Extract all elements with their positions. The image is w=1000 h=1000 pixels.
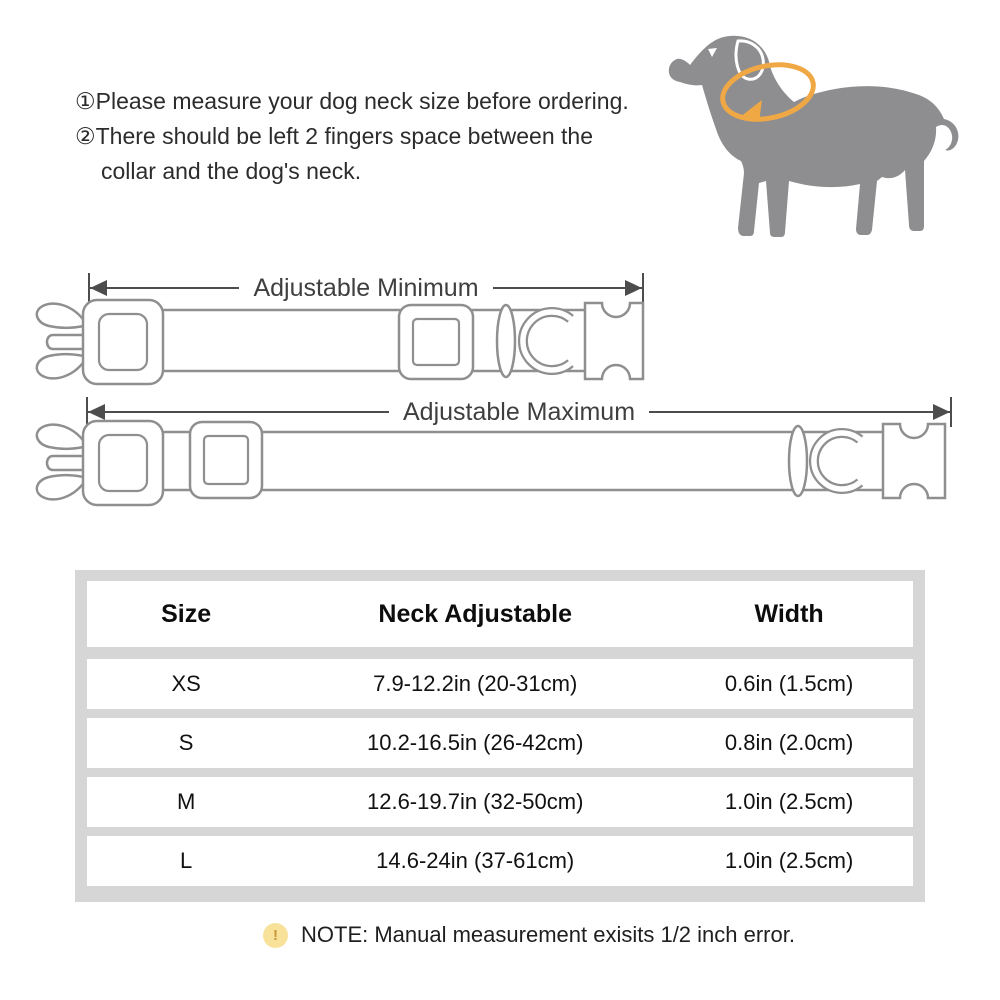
header-size: Size — [161, 599, 212, 628]
measurement-note — [263, 922, 795, 948]
strap-keeper — [789, 426, 807, 496]
cell-neck: 12.6-19.7in (32-50cm) — [366, 789, 584, 814]
cell-width: 1.0in (2.5cm) — [724, 848, 854, 873]
dog-silhouette-icon — [658, 15, 963, 245]
table-row — [87, 777, 913, 827]
buckle-prong-top — [37, 425, 87, 449]
buckle-prong-bottom — [37, 475, 87, 499]
instruction-line-1: ①Please measure your dog neck size before ordering. — [75, 88, 629, 114]
buckle-male-body — [83, 421, 163, 505]
size-table — [75, 570, 925, 902]
adjustable-minimum-label: Adjustable Minimum — [253, 273, 479, 302]
note-text: NOTE: Manual measurement exisits 1/2 inch error. — [301, 922, 795, 947]
cell-neck: 10.2-16.5in (26-42cm) — [366, 730, 584, 755]
measuring-instructions — [75, 84, 629, 189]
strap-keeper — [497, 305, 515, 377]
buckle-prong-middle — [47, 456, 87, 470]
buckle-prong-top — [37, 304, 87, 328]
cell-neck: 14.6-24in (37-61cm) — [376, 848, 575, 873]
collar-minimum-diagram — [25, 293, 647, 391]
collar-maximum-diagram — [25, 412, 955, 510]
cell-width: 0.8in (2.0cm) — [724, 730, 854, 755]
table-row — [87, 836, 913, 886]
arrow-line-left — [90, 287, 239, 289]
buckle-prong-bottom — [37, 354, 87, 378]
cell-width: 1.0in (2.5cm) — [724, 789, 854, 814]
instruction-line-2: ②There should be left 2 fingers space between the — [75, 123, 593, 149]
buckle-male-body — [83, 300, 163, 384]
exclamation-icon: ! — [263, 923, 288, 948]
cell-size: S — [178, 730, 194, 755]
dog-body — [669, 36, 959, 237]
cell-neck: 7.9-12.2in (20-31cm) — [373, 671, 578, 696]
buckle-female-body — [883, 424, 945, 498]
table-row — [87, 659, 913, 709]
cell-size: M — [176, 789, 196, 814]
arrow-line-right — [493, 287, 642, 289]
cell-width: 0.6in (1.5cm) — [724, 671, 854, 696]
buckle-female-body — [585, 303, 643, 379]
instruction-line-3: collar and the dog's neck. — [101, 158, 362, 184]
header-width: Width — [754, 599, 824, 628]
slider-adjuster — [399, 305, 473, 379]
table-header-row — [87, 581, 913, 647]
cell-size: XS — [171, 671, 201, 696]
buckle-prong-middle — [47, 335, 87, 349]
slider-adjuster — [190, 422, 262, 498]
adjustable-maximum-label: Adjustable Maximum — [402, 397, 636, 426]
table-row — [87, 718, 913, 768]
cell-size: L — [179, 848, 193, 873]
header-neck-adjustable: Neck Adjustable — [378, 599, 572, 628]
